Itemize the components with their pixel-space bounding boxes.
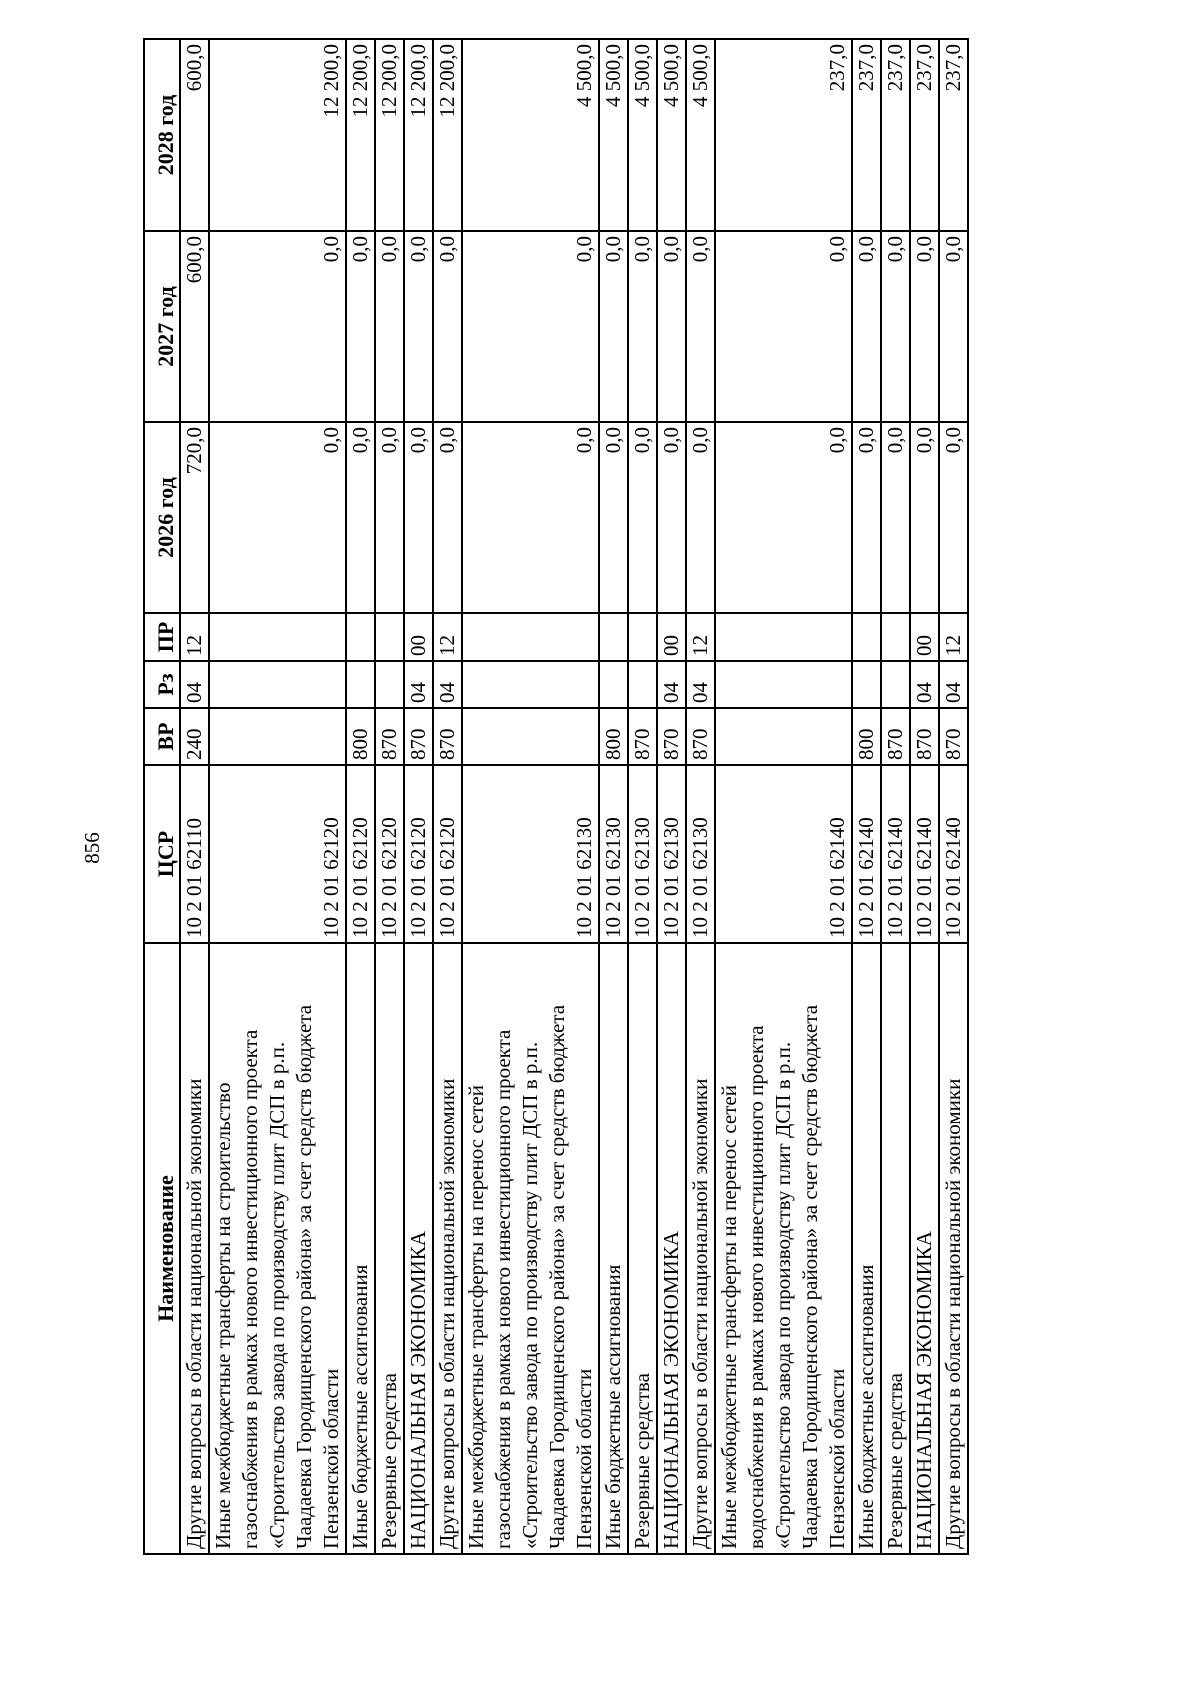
cell-2028: 12 200,0	[209, 39, 346, 231]
cell-csr: 10 2 01 62140	[715, 765, 852, 943]
cell-pr: 12	[433, 613, 462, 661]
table-row	[686, 39, 715, 1554]
table-row	[209, 39, 346, 1554]
cell-name: НАЦИОНАЛЬНАЯ ЭКОНОМИКА	[910, 943, 939, 1554]
cell-rz	[375, 661, 404, 708]
cell-2027: 0,0	[852, 231, 881, 422]
table-row	[180, 39, 209, 1554]
cell-name: Иные бюджетные ассигнования	[852, 943, 881, 1554]
cell-pr	[715, 613, 852, 661]
cell-csr: 10 2 01 62140	[939, 765, 968, 943]
cell-name: Иные межбюджетные трансферты на перенос сетей водоснабжения в рамках нового инвестиционного проекта «Строительство завода по производству плит ДСП в р.п. Чаадаевка Городищенского района» за счет средств бюджета Пензенской области	[715, 943, 852, 1554]
table-row	[657, 39, 686, 1554]
cell-csr: 10 2 01 62120	[433, 765, 462, 943]
cell-csr: 10 2 01 62140	[881, 765, 910, 943]
cell-vr: 800	[599, 708, 628, 765]
cell-rz	[462, 661, 599, 708]
cell-rz: 04	[686, 661, 715, 708]
cell-name: НАЦИОНАЛЬНАЯ ЭКОНОМИКА	[657, 943, 686, 1554]
cell-pr: 12	[180, 613, 209, 661]
cell-2026: 720,0	[180, 422, 209, 613]
table-row	[375, 39, 404, 1554]
cell-pr: 12	[686, 613, 715, 661]
cell-rz	[346, 661, 375, 708]
table-header-row	[144, 39, 180, 1554]
table-row	[910, 39, 939, 1554]
cell-csr: 10 2 01 62110	[180, 765, 209, 943]
cell-rz: 04	[404, 661, 433, 708]
cell-name: Другие вопросы в области национальной экономики	[180, 943, 209, 1554]
cell-2027: 0,0	[433, 231, 462, 422]
cell-2027: 0,0	[628, 231, 657, 422]
budget-table	[143, 38, 969, 1555]
cell-2027: 600,0	[180, 231, 209, 422]
cell-2027: 0,0	[881, 231, 910, 422]
cell-name: Иные бюджетные ассигнования	[599, 943, 628, 1554]
rotated-page-content	[143, 40, 978, 1555]
cell-2026: 0,0	[462, 422, 599, 613]
cell-name: Другие вопросы в области национальной экономики	[939, 943, 968, 1554]
header-csr: ЦСР	[144, 765, 180, 943]
cell-rz: 04	[657, 661, 686, 708]
cell-2026: 0,0	[881, 422, 910, 613]
cell-pr	[881, 613, 910, 661]
header-name: Наименование	[144, 943, 180, 1554]
cell-2027: 0,0	[404, 231, 433, 422]
cell-2027: 0,0	[599, 231, 628, 422]
cell-vr: 870	[404, 708, 433, 765]
cell-vr: 870	[881, 708, 910, 765]
table-row	[628, 39, 657, 1554]
cell-2026: 0,0	[346, 422, 375, 613]
cell-pr	[346, 613, 375, 661]
header-2026: 2026 год	[144, 422, 180, 613]
cell-2026: 0,0	[715, 422, 852, 613]
cell-2026: 0,0	[375, 422, 404, 613]
cell-2028: 237,0	[910, 39, 939, 231]
cell-pr	[599, 613, 628, 661]
cell-csr: 10 2 01 62130	[686, 765, 715, 943]
cell-2026: 0,0	[404, 422, 433, 613]
header-pr: ПР	[144, 613, 180, 661]
cell-pr	[628, 613, 657, 661]
table-row	[852, 39, 881, 1554]
header-2027: 2027 год	[144, 231, 180, 422]
page-number: 856	[80, 832, 104, 864]
header-2028: 2028 год	[144, 39, 180, 231]
header-rz: Рз	[144, 661, 180, 708]
cell-2028: 4 500,0	[657, 39, 686, 231]
cell-pr: 00	[404, 613, 433, 661]
cell-2026: 0,0	[910, 422, 939, 613]
cell-pr: 12	[939, 613, 968, 661]
cell-vr: 870	[686, 708, 715, 765]
cell-2026: 0,0	[628, 422, 657, 613]
table-row	[346, 39, 375, 1554]
cell-2028: 4 500,0	[686, 39, 715, 231]
cell-vr: 870	[628, 708, 657, 765]
cell-csr: 10 2 01 62120	[375, 765, 404, 943]
cell-csr: 10 2 01 62140	[910, 765, 939, 943]
cell-pr	[852, 613, 881, 661]
cell-2027: 0,0	[462, 231, 599, 422]
cell-vr: 870	[657, 708, 686, 765]
cell-rz	[881, 661, 910, 708]
cell-csr: 10 2 01 62120	[346, 765, 375, 943]
cell-2028: 12 200,0	[433, 39, 462, 231]
cell-rz	[209, 661, 346, 708]
cell-vr: 870	[910, 708, 939, 765]
cell-rz	[715, 661, 852, 708]
cell-rz	[628, 661, 657, 708]
cell-2026: 0,0	[852, 422, 881, 613]
cell-name: Другие вопросы в области национальной экономики	[433, 943, 462, 1554]
cell-2028: 12 200,0	[375, 39, 404, 231]
cell-2028: 12 200,0	[404, 39, 433, 231]
table-row	[881, 39, 910, 1554]
cell-name: Резервные средства	[881, 943, 910, 1554]
cell-rz	[852, 661, 881, 708]
cell-pr	[375, 613, 404, 661]
cell-2028: 237,0	[939, 39, 968, 231]
cell-csr: 10 2 01 62130	[462, 765, 599, 943]
cell-vr	[715, 708, 852, 765]
cell-vr: 870	[433, 708, 462, 765]
cell-pr	[209, 613, 346, 661]
cell-rz: 04	[433, 661, 462, 708]
table-row	[715, 39, 852, 1554]
cell-2027: 0,0	[939, 231, 968, 422]
cell-2028: 237,0	[881, 39, 910, 231]
cell-2026: 0,0	[433, 422, 462, 613]
cell-2028: 600,0	[180, 39, 209, 231]
table-row	[462, 39, 599, 1554]
cell-csr: 10 2 01 62120	[404, 765, 433, 943]
cell-2026: 0,0	[657, 422, 686, 613]
table-row	[939, 39, 968, 1554]
cell-rz: 04	[910, 661, 939, 708]
cell-vr: 800	[346, 708, 375, 765]
cell-csr: 10 2 01 62130	[628, 765, 657, 943]
cell-2027: 0,0	[209, 231, 346, 422]
cell-name: Иные межбюджетные трансферты на перенос сетей газоснабжения в рамках нового инвестиционного проекта «Строительство завода по производству плит ДСП в р.п. Чаадаевка Городищенского района» за счет средств бюджета Пензенской области	[462, 943, 599, 1554]
cell-csr: 10 2 01 62130	[657, 765, 686, 943]
cell-vr: 240	[180, 708, 209, 765]
cell-2027: 0,0	[657, 231, 686, 422]
cell-2026: 0,0	[599, 422, 628, 613]
cell-2027: 0,0	[375, 231, 404, 422]
cell-csr: 10 2 01 62140	[852, 765, 881, 943]
cell-2026: 0,0	[939, 422, 968, 613]
cell-csr: 10 2 01 62130	[599, 765, 628, 943]
cell-vr: 870	[939, 708, 968, 765]
table-row	[433, 39, 462, 1554]
cell-2026: 0,0	[686, 422, 715, 613]
cell-2028: 237,0	[715, 39, 852, 231]
table-row	[599, 39, 628, 1554]
cell-csr: 10 2 01 62120	[209, 765, 346, 943]
cell-name: Другие вопросы в области национальной экономики	[686, 943, 715, 1554]
cell-2027: 0,0	[910, 231, 939, 422]
table-row	[404, 39, 433, 1554]
cell-2028: 12 200,0	[346, 39, 375, 231]
cell-2026: 0,0	[209, 422, 346, 613]
cell-2028: 237,0	[852, 39, 881, 231]
cell-name: Иные межбюджетные трансферты на строительство газоснабжения в рамках нового инвестиционного проекта «Строительство завода по производству плит ДСП в р.п. Чаадаевка Городищенского района» за счет средств бюджета Пензенской области	[209, 943, 346, 1554]
cell-2027: 0,0	[346, 231, 375, 422]
cell-vr: 800	[852, 708, 881, 765]
table-body	[180, 39, 968, 1554]
cell-pr	[462, 613, 599, 661]
cell-name: НАЦИОНАЛЬНАЯ ЭКОНОМИКА	[404, 943, 433, 1554]
cell-vr: 870	[375, 708, 404, 765]
cell-2028: 4 500,0	[599, 39, 628, 231]
header-vr: ВР	[144, 708, 180, 765]
cell-name: Резервные средства	[375, 943, 404, 1554]
cell-2027: 0,0	[715, 231, 852, 422]
cell-name: Резервные средства	[628, 943, 657, 1554]
cell-rz	[599, 661, 628, 708]
cell-vr	[209, 708, 346, 765]
cell-rz: 04	[939, 661, 968, 708]
cell-2028: 4 500,0	[462, 39, 599, 231]
cell-vr	[462, 708, 599, 765]
cell-name: Иные бюджетные ассигнования	[346, 943, 375, 1554]
cell-rz: 04	[180, 661, 209, 708]
cell-2027: 0,0	[686, 231, 715, 422]
cell-pr: 00	[910, 613, 939, 661]
cell-2028: 4 500,0	[628, 39, 657, 231]
cell-pr: 00	[657, 613, 686, 661]
